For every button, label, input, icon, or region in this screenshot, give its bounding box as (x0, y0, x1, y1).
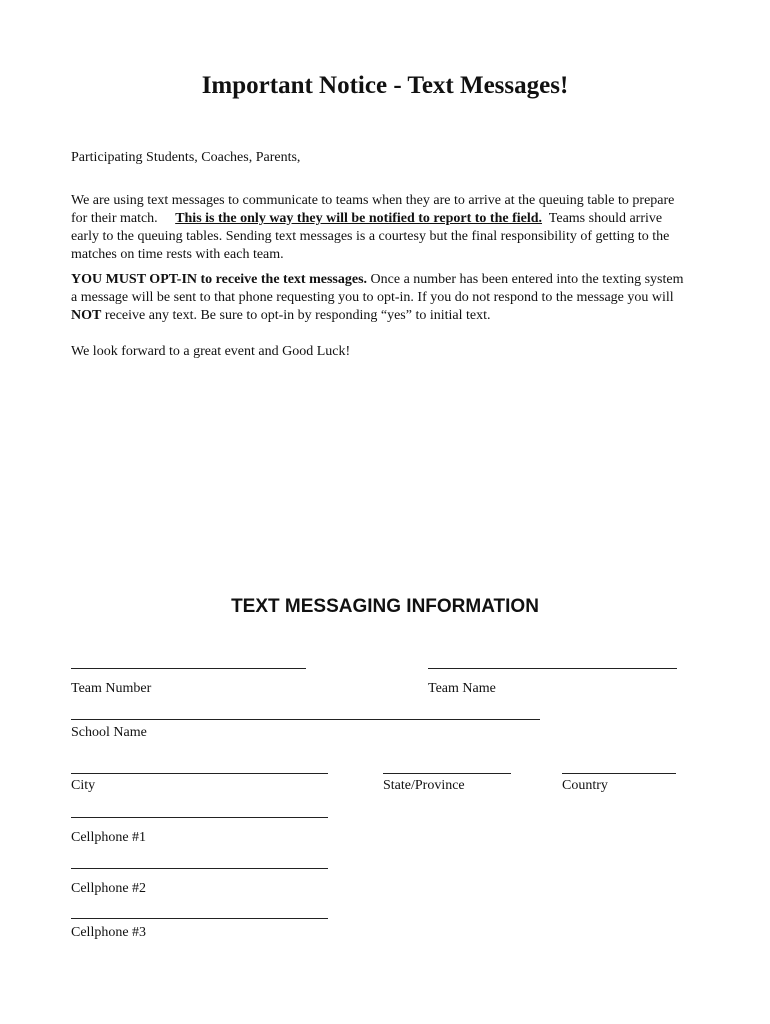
team-number-label: Team Number (71, 681, 152, 696)
state-field[interactable] (383, 773, 511, 774)
cellphone-1-field[interactable] (71, 817, 328, 818)
paragraph-1-start: We are using text messages to communicate to teams when they are to arrive at the queuing table to prepare for their match. (71, 193, 675, 226)
closing-line: We look forward to a great event and Good Luck! (71, 344, 351, 359)
cellphone-2-label: Cellphone #2 (71, 881, 147, 896)
cellphone-1-label: Cellphone #1 (71, 830, 147, 845)
cellphone-3-field[interactable] (71, 918, 328, 919)
school-name-label: School Name (71, 725, 147, 740)
city-field[interactable] (71, 773, 328, 774)
paragraph-2-middle: Once a number has been entered into the texting system a message will be sent to that phone requesting you to opt-in. If you do not respond to the message you will (71, 272, 684, 305)
paragraph-1-end: Teams should arrive early to the queuing tables. Sending text messages is a courtesy but the final responsibility of getting to the matches on time rests with each team. (71, 211, 670, 262)
city-label: City (71, 778, 96, 793)
emphasis-notification: This is the only way they will be notified to report to the field. (175, 211, 543, 226)
cellphone-3-label: Cellphone #3 (71, 925, 147, 940)
team-number-field[interactable] (71, 668, 306, 669)
emphasis-not: NOT (71, 308, 102, 323)
country-field[interactable] (562, 773, 676, 774)
school-name-field[interactable] (71, 719, 540, 720)
opt-in-warning: YOU MUST OPT-IN to receive the text messages. (71, 272, 368, 287)
team-name-field[interactable] (428, 668, 677, 669)
team-name-label: Team Name (428, 681, 496, 696)
paragraph-2-end: receive any text. Be sure to opt-in by responding “yes” to initial text. (104, 308, 491, 323)
form-title: TEXT MESSAGING INFORMATION (231, 596, 539, 617)
state-label: State/Province (383, 778, 465, 793)
country-label: Country (562, 778, 608, 793)
greeting: Participating Students, Coaches, Parents, (71, 150, 301, 165)
cellphone-2-field[interactable] (71, 868, 328, 869)
paragraph-opt-in (71, 271, 691, 325)
paragraph-text-messages (71, 192, 691, 264)
page-title: Important Notice - Text Messages! (201, 72, 569, 99)
